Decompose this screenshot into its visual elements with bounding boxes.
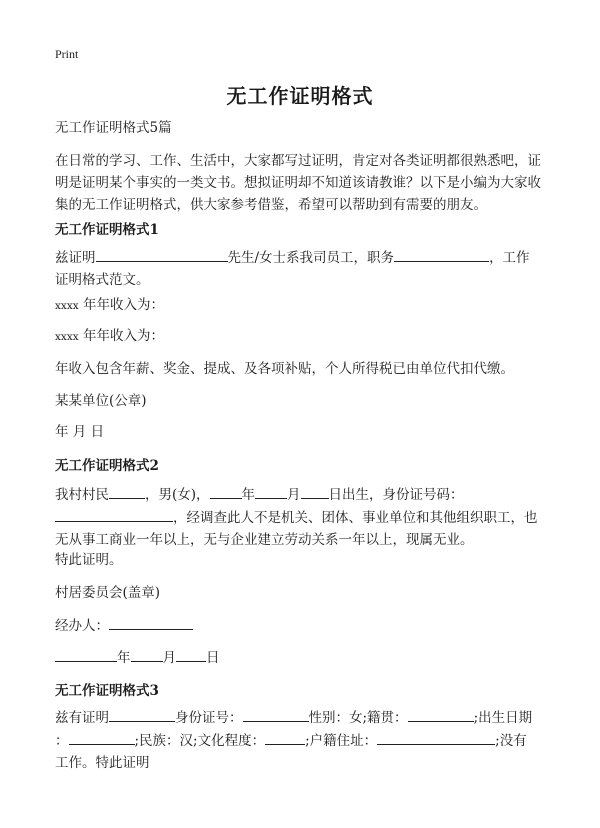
intro-line-3: 集的无工作证明格式，供大家参考借鉴，希望可以帮助到有需要的朋友。: [55, 197, 487, 213]
year-placeholder: xxxx: [55, 300, 79, 312]
blank-handler: [109, 614, 193, 630]
s2-text-line2: ，经调查此人不是机关、团体、事业单位和其他组织职工，也: [173, 510, 538, 526]
date-month-label: 月: [162, 650, 176, 666]
blank-month: [255, 483, 287, 499]
sign-date-line: [55, 646, 550, 669]
section2-paragraph: [55, 483, 550, 551]
blank-sign-year: [55, 646, 117, 662]
blank-hometown: [408, 706, 474, 722]
s3-text-g: ;户籍住址：: [305, 733, 378, 749]
blank-position: [394, 246, 489, 262]
s3-text-d: ;出生日期: [473, 710, 533, 726]
blank-villager: [109, 483, 145, 499]
blank-id: [243, 706, 309, 722]
handler-label: 经办人：: [55, 618, 109, 634]
intro-paragraph: [55, 150, 550, 216]
s3-text-b: 身份证号：: [175, 710, 243, 726]
date-day-label: 日: [206, 650, 220, 666]
s1-text-b: 先生/女士系我司员工，职务: [227, 250, 395, 266]
section2-heading: 无工作证明格式2: [55, 458, 159, 474]
handler-line: [55, 614, 550, 637]
date-year-label: 年: [117, 650, 131, 666]
blank-person: [109, 706, 175, 722]
blank-day: [301, 483, 329, 499]
doc-subtitle: 无工作证明格式5篇: [55, 120, 172, 136]
unit-seal: 某某单位(公章): [55, 393, 147, 409]
s2-text-line3: 无从事工商业一年以上，无与企业建立劳动关系一年以上，现属无业。: [55, 532, 474, 548]
section1-paragraph: [55, 246, 550, 291]
s3-text-c: 性别：女;籍贯：: [308, 710, 408, 726]
blank-education: [265, 729, 305, 745]
year-placeholder: xxxx: [55, 331, 79, 343]
blank-id-number: [55, 506, 173, 522]
s1-text-c: ，工作: [489, 250, 530, 266]
section3-heading: 无工作证明格式3: [55, 683, 159, 699]
income-line-2: [55, 325, 550, 348]
certify-text: 特此证明。: [55, 552, 123, 568]
s1-text-line2: 证明格式范文。: [55, 272, 150, 288]
blank-year: [210, 483, 242, 499]
intro-line-1: 在日常的学习、工作、生活中，大家都写过证明，肯定对各类证明都很熟悉吧，证: [55, 153, 541, 169]
s1-text-a: 兹证明: [55, 250, 96, 266]
income-description: 年收入包含年薪、奖金、提成、及各项补贴，个人所得税已由单位代扣代缴。: [55, 361, 514, 377]
income-label: 年年收入为：: [78, 328, 164, 344]
committee-seal: 村居委员会(盖章): [55, 585, 161, 601]
income-line-1: [55, 294, 550, 317]
blank-sign-day: [176, 646, 206, 662]
blank-address: [377, 729, 495, 745]
page-title: 无工作证明格式: [226, 84, 374, 108]
s3-text-line3: 工作。特此证明: [55, 755, 150, 771]
s2-text-c: 年: [241, 487, 256, 503]
s3-text-f: ;民族：汉;文化程度：: [134, 733, 266, 749]
s3-text-h: ;没有: [495, 733, 527, 749]
blank-birthdate: [69, 729, 135, 745]
date-line: 年 月 日: [55, 424, 105, 440]
s2-text-d: 月: [287, 487, 301, 503]
income-label: 年年收入为：: [78, 297, 164, 313]
blank-name: [96, 246, 228, 262]
s2-text-a: 我村村民: [55, 487, 109, 503]
intro-line-2: 明是证明某个事实的一类文书。想拟证明却不知道该请教谁？以下是小编为大家收: [55, 175, 541, 191]
s2-text-b: ，男(女)，: [145, 487, 210, 503]
section3-paragraph: [55, 706, 550, 774]
print-link[interactable]: Print: [55, 47, 79, 61]
s3-text-a: 兹有证明: [55, 710, 109, 726]
section1-heading: 无工作证明格式1: [55, 222, 159, 238]
s3-text-e: ：: [55, 733, 69, 749]
s2-text-e: 日出生，身份证号码：: [328, 487, 464, 503]
blank-sign-month: [131, 646, 163, 662]
